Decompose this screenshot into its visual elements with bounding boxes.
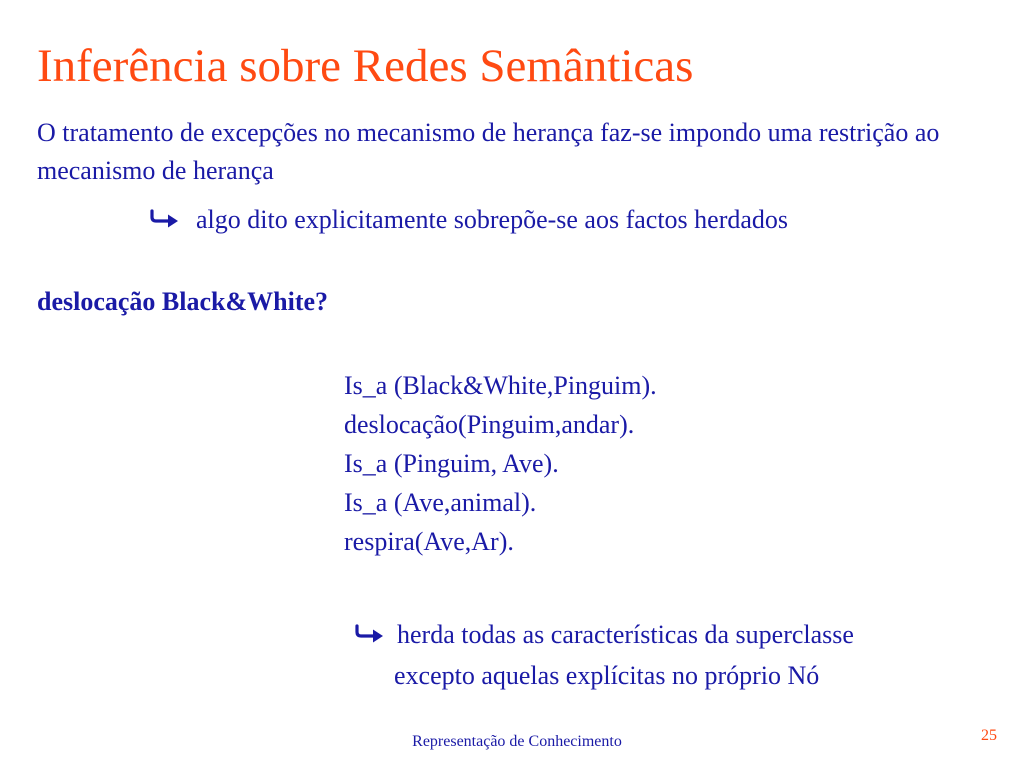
inheritance-note [148, 201, 788, 239]
slide-title: Inferência sobre Redes Semânticas [37, 40, 694, 92]
superclass-note [353, 616, 854, 654]
slide-footer: Representação de Conhecimento [412, 733, 622, 750]
fact-line: Is_a (Pinguim, Ave). [344, 449, 559, 478]
page-number: 25 [981, 727, 997, 744]
fact-line: Is_a (Black&White,Pinguim). [344, 371, 657, 400]
facts-list [344, 366, 657, 561]
question-heading: deslocação Black&White? [37, 287, 329, 316]
fact-line: deslocação(Pinguim,andar). [344, 410, 635, 439]
curved-arrow-right-icon [353, 624, 387, 644]
fact-line: respira(Ave,Ar). [344, 527, 514, 556]
superclass-note-line2: excepto aquelas explícitas no próprio Nó [394, 661, 820, 690]
superclass-note-line1: herda todas as características da superclasse [397, 620, 854, 649]
curved-arrow-right-icon [148, 209, 182, 229]
fact-line: Is_a (Ave,animal). [344, 488, 537, 517]
inheritance-note-text: algo dito explicitamente sobrepõe-se aos factos herdados [196, 205, 789, 234]
intro-paragraph: O tratamento de excepções no mecanismo de herança faz-se impondo uma restrição ao mecanismo de herança [37, 118, 940, 185]
